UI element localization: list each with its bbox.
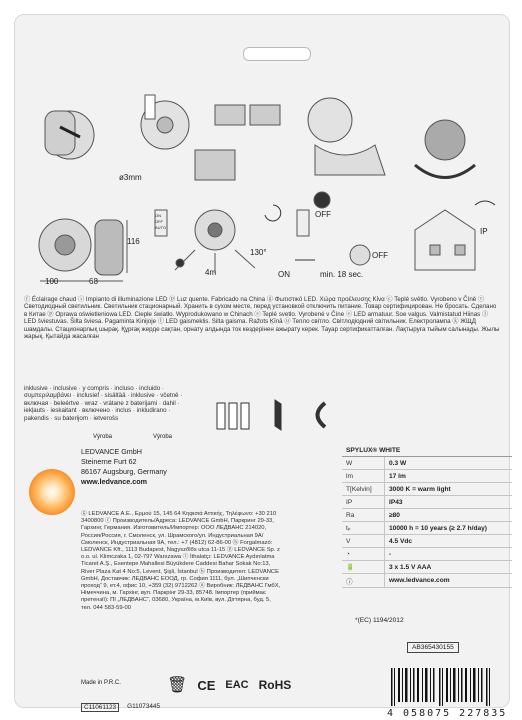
- dim-116: 116: [127, 237, 140, 246]
- spec-row: [342, 548, 512, 561]
- spec-label: 🔋: [342, 561, 385, 574]
- company-city: 86167 Augsburg, Germany: [81, 467, 167, 476]
- ce-mark: CE: [197, 677, 216, 693]
- spec-label: IP: [342, 496, 385, 509]
- switch-label-3: AUTO: [155, 225, 167, 230]
- off-label: OFF: [315, 210, 331, 219]
- code-2: G11073445: [127, 703, 161, 710]
- packaging-back: [14, 14, 510, 719]
- switch-label-1: ON: [155, 213, 161, 218]
- spec-label: tₚ: [342, 522, 385, 535]
- spec-row: [342, 483, 512, 496]
- min-18-label: min. 18 sec.: [320, 270, 364, 279]
- ip-label: IP: [480, 227, 488, 236]
- barcode-icon: [389, 668, 499, 706]
- spec-label: T[Kelvin]: [342, 483, 385, 496]
- spec-row: [342, 574, 512, 588]
- ledvance-logo: [29, 469, 75, 515]
- spec-row: [342, 535, 512, 548]
- spec-rows: [342, 457, 512, 588]
- code-1: C11061123: [81, 703, 119, 712]
- ec-regulation: *(EC) 1194/2012: [355, 617, 404, 624]
- multilanguage-text: ⓕ Éclairage chaud ⓘ Impianto di illuminazione LED ⓟ Luz quente. Fabricado na China ⓖ Φωτιστικό LED. Χώρα προέλευσης Κίνα ⓒ Teplé světlo. Vyrobeno v Číně ⓡ Светодиодный светильник. Светильник стационарный. Хранить в сухом месте, перед установкой отключить питание. Товар сертифицирован. Не бросать. Сделано в Китае ⓟ Oprawa oświetleniowa LED. Ciepłe światło. Wyprodukowano w Chinach ⓢ Teplé svetlo. Vyrobené v Číne ⓔ LED armatuur. Soe valgus. Valmistatud Hiinas ⓛ LED šviestuvas. Šilta šviesa. Pagaminta Kinijoje ⓛ LED gaismeklis. Silta gaisma. Ražots Ķīnā ⓤ Тепло світло. Світлодіодний світильник. Електролампа ⓚ ЖЩД шамдалы. Стационарлық шырақ. Құрғақ жерде сақтан, орнату алдында ток көздерінен ажырату керек. Тауар сертификатталған. Лақтыруға тыйым салынады. Жылы жарық. Қытайда жасалған: [24, 296, 500, 341]
- included-batteries-text: inklusive · inclusive · y compris · incluso · incluido · συμπεριλαμβάνει · inclusief · sisältää · inklusive · včetně · включая · beleértve · wraz · vrátane z baterijami · dahil · iekļauts · ieskaitant · включено · inclus · inkludirano · pakendis · su baterijom · ietverošs: [24, 385, 183, 422]
- spec-value: 3 x 1.5 V AAA: [385, 561, 513, 574]
- certification-symbols: [167, 675, 291, 695]
- spec-value: www.ledvance.com: [385, 574, 513, 588]
- spec-title: SPYLUX® WHITE: [342, 445, 512, 457]
- included-items-icons: [215, 395, 365, 435]
- spec-table: [342, 445, 512, 588]
- company-name: LEDVANCE GmbH: [81, 447, 142, 456]
- spec-row: [342, 470, 512, 483]
- dim-130: 130°: [250, 248, 267, 257]
- spec-label: ⓘ: [342, 574, 385, 588]
- spec-value: 17 lm: [385, 470, 513, 483]
- on-label: ON: [278, 270, 290, 279]
- vyroba-label-1: Výroba: [93, 434, 113, 440]
- made-in: Made in P.R.C.: [81, 680, 121, 686]
- spec-value: IP43: [385, 496, 513, 509]
- switch-label-2: OFF: [155, 219, 163, 224]
- spec-label: W: [342, 457, 385, 470]
- spec-label: lm: [342, 470, 385, 483]
- off-label-2: OFF: [372, 251, 388, 260]
- spec-row: [342, 561, 512, 574]
- dim-68: 68: [89, 277, 98, 286]
- ab-code: AB365430155: [407, 642, 459, 653]
- spec-value: 3000 K = warm light: [385, 483, 513, 496]
- spec-value: ≥80: [385, 509, 513, 522]
- company-url: www.ledvance.com: [81, 477, 148, 486]
- dim-3mm: ø3mm: [119, 173, 142, 182]
- company-street: Steinerne Furt 62: [81, 457, 137, 466]
- spec-value: -: [385, 548, 513, 561]
- vyroba-label-2: Výroba: [153, 434, 173, 440]
- spec-value: 10000 h = 10 years (≥ 2.7 h/day): [385, 522, 513, 535]
- rohs-label: RoHS: [258, 678, 292, 692]
- barcode-number: 4 058075 227835: [387, 708, 508, 719]
- spec-value: 0.3 W: [385, 457, 513, 470]
- company-info: [81, 447, 167, 487]
- spec-value: 4.5 Vdc: [385, 535, 513, 548]
- spec-label: ◔: [342, 548, 385, 561]
- dim-100: 100: [45, 277, 59, 286]
- dim-4m: 4m: [205, 268, 217, 277]
- distributor-addresses: ⓖ LEDVANCE A.E., Ερμού 15, 145 64 Κηφισιά Αττικής, Τηλέφωνο: +30 210 3400800 ⓡ Производитель/Адреса: LEDVANCE GmbH, Паркринг 29-33, Гархинг, Германия. Изготовитель/Импортер: ООО ЛЕДВАНС 214020, Россия/Россия, г. Смоленск, ул. Шрамского/ул. Индустриальная 9А/ Смоленск, Индустриальная 9А, тел.: +7 (4812) 62-86-00 ⓗ Forgalmazó: LEDVANCE Kft., 1113 Budapest, Nagyszőlős utca 11-15 ⓟ LEDVANCE Sp. z o.o. ul. Klimczaka 1, 02-797 Warszawa ⓣ İthalatçı: LEDVANCE Aydınlatma Ticaret A.Ş., Esentepe Mahallesi Büyükdere Caddesi Bahar Sokak No:13, River Plaza Kat 4 No:5, Levent, Şişli, İstanbul ⓑ Производител: LEDVANCE GmbH, Доставчик: ЛЕДВАНС ЕООД, гр. София 1111, бул. „Шипченски проход“ 9, ет.4, офис 10, +359 (32) 9712262 ⓤ Виробник: ЛЕДВАНС ГмбХ, Німеччина, м. Гархінг, вул. Паркрінг 29-33, 85748. Імпортер (приймає претензії): ПІ „ЛЕДВАНС“, 03680, Україна, м.Київ, вул. Дігтярна, буд. 5, тел. 044 583-59-00: [81, 511, 281, 611]
- product-codes: [81, 703, 160, 712]
- eac-icon: EAC: [225, 679, 249, 691]
- weee-bin-icon: 🗑: [167, 677, 188, 694]
- spec-row: [342, 457, 512, 470]
- spec-label: V: [342, 535, 385, 548]
- spec-row: [342, 496, 512, 509]
- spec-row: [342, 509, 512, 522]
- spec-label: Ra: [342, 509, 385, 522]
- spec-row: [342, 522, 512, 535]
